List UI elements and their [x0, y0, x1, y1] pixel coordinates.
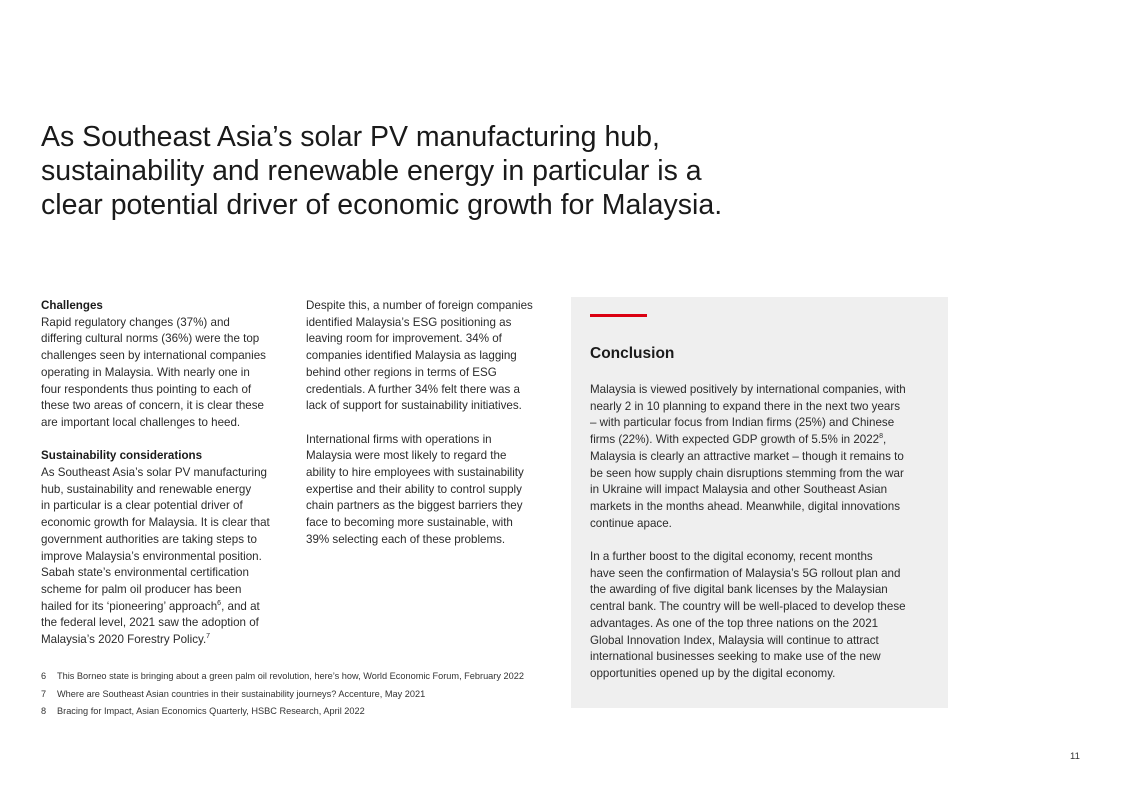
text-line: International firms with operations in: [306, 432, 492, 446]
text-line: ability to hire employees with sustainability: [306, 466, 524, 480]
text-line: Malaysia is clearly an attractive market – though it remains to: [590, 449, 904, 463]
conclusion-body: [590, 382, 935, 683]
text-fragment: , and at: [221, 599, 260, 613]
text-line: Rapid regulatory changes (37%) and: [41, 315, 230, 329]
text-line: 39% selecting each of these problems.: [306, 532, 506, 546]
text-line: central bank. The country will be well-placed to develop these: [590, 600, 906, 614]
text-line: hub, sustainability and renewable energy: [41, 482, 252, 496]
text-line: government authorities are taking steps to: [41, 532, 257, 546]
footnote: [41, 668, 566, 686]
footnote-number: 8: [41, 706, 47, 716]
footnote: [41, 686, 566, 704]
footnote-text: Bracing for Impact, Asian Economics Quarterly, HSBC Research, April 2022: [57, 706, 365, 716]
text-line: expertise and their ability to control supply: [306, 482, 522, 496]
headline-line: clear potential driver of economic growth for Malaysia.: [41, 189, 723, 221]
text-line: identified Malaysia’s ESG positioning as: [306, 315, 512, 329]
text-fragment: firms (22%). With expected GDP growth of 5.5% in 2022: [590, 433, 880, 447]
text-line: challenges seen by international companies: [41, 349, 266, 363]
text-fragment: ,: [883, 433, 887, 447]
text-line: Despite this, a number of foreign companies: [306, 299, 533, 312]
text-line: Global Innovation Index, Malaysia will continue to attract: [590, 633, 879, 647]
text-line: [41, 599, 296, 616]
barriers-paragraph: [306, 432, 558, 549]
middle-column: [306, 298, 558, 549]
text-line: in Ukraine will impact Malaysia and other Southeast Asian: [590, 483, 888, 497]
challenges-section: [41, 298, 296, 432]
text-line: face to becoming more sustainable, with: [306, 516, 513, 530]
left-column: [41, 298, 296, 649]
text-line: [41, 632, 296, 649]
footnote-ref: 6: [217, 599, 222, 607]
conclusion-paragraph: [590, 549, 935, 683]
text-line: companies identified Malaysia as lagging: [306, 349, 517, 363]
text-line: markets in the months ahead. Meanwhile, digital innovations: [590, 499, 900, 513]
page-number: 11: [1070, 751, 1080, 762]
text-line: behind other regions in terms of ESG: [306, 365, 497, 379]
text-fragment: hailed for its ‘pioneering’ approach: [41, 599, 218, 613]
text-line: Malaysia were most likely to regard the: [306, 449, 507, 463]
footnotes: [41, 668, 566, 721]
text-line: nearly 2 in 10 planning to expand there in the next two years: [590, 399, 901, 413]
conclusion-title: Conclusion: [590, 345, 675, 362]
text-line: operating in Malaysia. With nearly one in: [41, 365, 250, 379]
text-line: Malaysia is viewed positively by international companies, with: [590, 383, 906, 396]
text-line: [590, 432, 935, 449]
text-line: in particular is a clear potential driver of: [41, 499, 243, 513]
text-line: credentials. A further 34% felt there was a: [306, 382, 520, 396]
text-line: scheme for palm oil producer has been: [41, 582, 242, 596]
text-line: the federal level, 2021 saw the adoption of: [41, 616, 259, 630]
text-line: opportunities opened up by the digital economy.: [590, 666, 836, 680]
accent-rule: [590, 314, 647, 317]
sustainability-section: [41, 448, 296, 648]
footnote-number: 6: [41, 671, 47, 681]
text-line: continue apace.: [590, 516, 672, 530]
text-line: chain partners as the biggest barriers they: [306, 499, 523, 513]
conclusion-paragraph: [590, 382, 935, 532]
text-line: these two areas of concern, it is clear these: [41, 399, 264, 413]
text-line: improve Malaysia’s environmental position.: [41, 549, 262, 563]
text-line: leaving room for improvement. 34% of: [306, 332, 502, 346]
headline-line: sustainability and renewable energy in particular is a: [41, 155, 702, 187]
text-line: be seen how supply chain disruptions stemming from the war: [590, 466, 904, 480]
text-line: – with particular focus from Indian firms (25%) and Chinese: [590, 416, 895, 430]
footnote-number: 7: [41, 688, 47, 699]
text-line: Sabah state’s environmental certification: [41, 566, 249, 580]
footnote-text: Where are Southeast Asian countries in their sustainability journeys? Accenture, May 2021: [57, 688, 426, 699]
text-line: In a further boost to the digital economy, recent months: [590, 550, 873, 564]
challenges-heading: Challenges: [41, 299, 103, 312]
text-line: international businesses seeking to make use of the new: [590, 650, 881, 664]
page-headline: [41, 120, 761, 222]
footnote-ref: 7: [206, 633, 211, 641]
esg-paragraph: [306, 298, 558, 415]
footnote: [41, 703, 566, 721]
footnote-text: This Borneo state is bringing about a green palm oil revolution, here’s how, World Economic Forum, February 2022: [57, 671, 524, 681]
conclusion-box: [571, 297, 948, 708]
text-line: advantages. As one of the top three nations on the 2021: [590, 616, 879, 630]
sustainability-heading: Sustainability considerations: [41, 449, 203, 463]
text-line: are important local challenges to heed.: [41, 415, 241, 429]
text-line: lack of support for sustainability initiatives.: [306, 399, 522, 413]
text-line: have seen the confirmation of Malaysia’s 5G rollout plan and: [590, 566, 901, 580]
text-line: four respondents thus pointing to each of: [41, 382, 252, 396]
text-line: As Southeast Asia’s solar PV manufacturing: [41, 466, 267, 480]
text-line: economic growth for Malaysia. It is clear that: [41, 516, 270, 530]
footnote-ref: 8: [879, 433, 884, 441]
headline-line: As Southeast Asia’s solar PV manufacturing hub,: [41, 121, 660, 153]
text-line: the awarding of five digital bank licenses by the Malaysian: [590, 583, 888, 597]
text-line: differing cultural norms (36%) were the top: [41, 332, 260, 346]
text-fragment: Malaysia’s 2020 Forestry Policy.: [41, 633, 207, 647]
